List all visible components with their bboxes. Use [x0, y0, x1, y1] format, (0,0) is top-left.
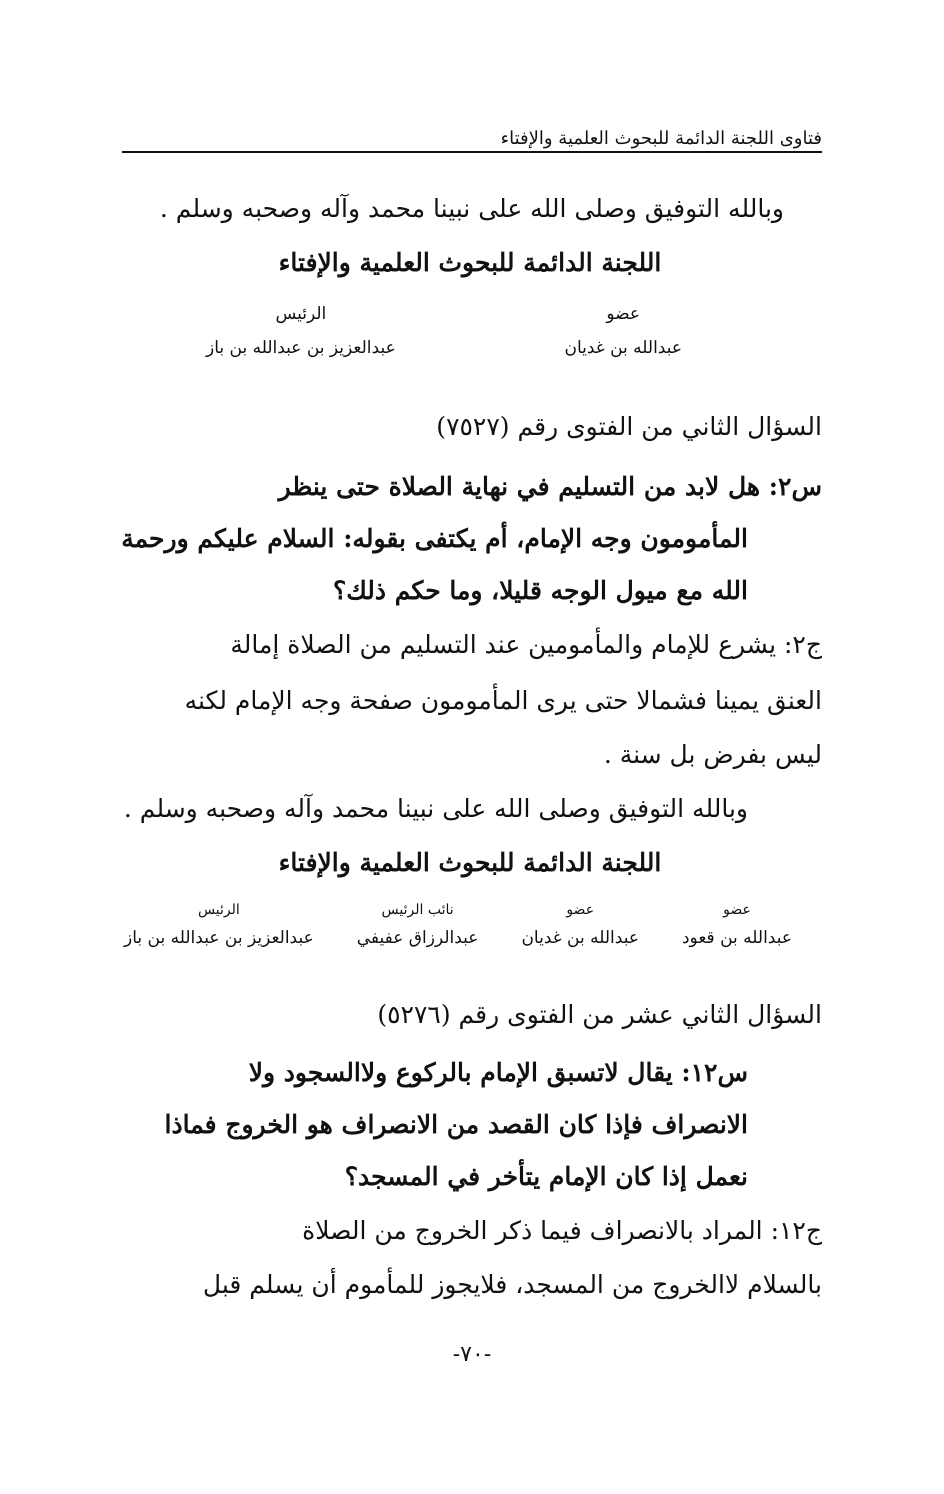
committee-name: اللجنة الدائمة للبحوث العلمية والإفتاء — [278, 248, 662, 277]
signatory-name: عبدالعزيز بن عبدالله بن باز — [206, 338, 396, 358]
page-number: -٧٠- — [452, 1342, 492, 1367]
header-rule — [122, 151, 822, 153]
signatory — [124, 902, 314, 948]
signatory-role: عضو — [606, 304, 641, 324]
signatory — [357, 902, 479, 948]
signatory-role: عضو — [723, 902, 751, 918]
signature-block — [124, 902, 792, 948]
signatory-name: عبدالله بن قعود — [681, 928, 792, 948]
signatory-name: عبدالرزاق عفيفي — [356, 928, 479, 948]
fatwa-heading: السؤال الثاني عشر من الفتوى رقم (٥٢٧٦) — [377, 1000, 822, 1029]
question-line: الله مع ميول الوجه قليلا، وما حكم ذلك؟ — [332, 576, 748, 605]
signatory-name: عبدالله بن غديان — [521, 928, 639, 948]
question-line: س١٢: يقال لاتسبق الإمام بالركوع ولاالسجود ولا — [248, 1058, 748, 1087]
signature-block — [206, 304, 682, 358]
signatory-name: عبدالله بن غديان — [564, 338, 682, 358]
running-header — [122, 128, 822, 158]
question-line: الانصراف فإذا كان القصد من الانصراف هو الخروج فماذا — [164, 1110, 748, 1139]
signatory-role: الرئيس — [197, 902, 240, 918]
answer-line: بالسلام لاالخروج من المسجد، فلايجوز للمأموم أن يسلم قبل — [202, 1270, 822, 1299]
signatory — [564, 304, 682, 358]
signatory — [682, 902, 792, 948]
question-line: س٢: هل لابد من التسليم في نهاية الصلاة حتى ينظر — [278, 472, 822, 501]
answer-line: العنق يمينا فشمالا حتى يرى المأمومون صفحة وجه الإمام لكنه — [184, 686, 822, 715]
fatwa-heading: السؤال الثاني من الفتوى رقم (٧٥٢٧) — [436, 412, 822, 441]
question-line: نعمل إذا كان الإمام يتأخر في المسجد؟ — [344, 1162, 748, 1191]
question-line: المأمومون وجه الإمام، أم يكتفى بقوله: السلام عليكم ورحمة — [121, 524, 748, 553]
signatory — [521, 902, 639, 948]
answer-line: ج٢: يشرع للإمام والمأمومين عند التسليم من الصلاة إمالة — [230, 630, 822, 659]
signatory-role: نائب الرئيس — [381, 902, 454, 918]
header-title: فتاوى اللجنة الدائمة للبحوث العلمية والإفتاء — [500, 128, 822, 149]
answer-line: ج١٢: المراد بالانصراف فيما ذكر الخروج من الصلاة — [302, 1216, 822, 1245]
committee-name: اللجنة الدائمة للبحوث العلمية والإفتاء — [278, 848, 662, 877]
signatory-role: الرئيس — [275, 304, 327, 324]
closing-line: وبالله التوفيق وصلى الله على نبينا محمد وآله وصحبه وسلم . — [159, 194, 784, 223]
signatory — [206, 304, 396, 358]
closing-line: وبالله التوفيق وصلى الله على نبينا محمد وآله وصحبه وسلم . — [123, 794, 748, 823]
answer-line: ليس بفرض بل سنة . — [603, 740, 822, 769]
signatory-name: عبدالعزيز بن عبدالله بن باز — [124, 928, 314, 948]
signatory-role: عضو — [566, 902, 595, 918]
